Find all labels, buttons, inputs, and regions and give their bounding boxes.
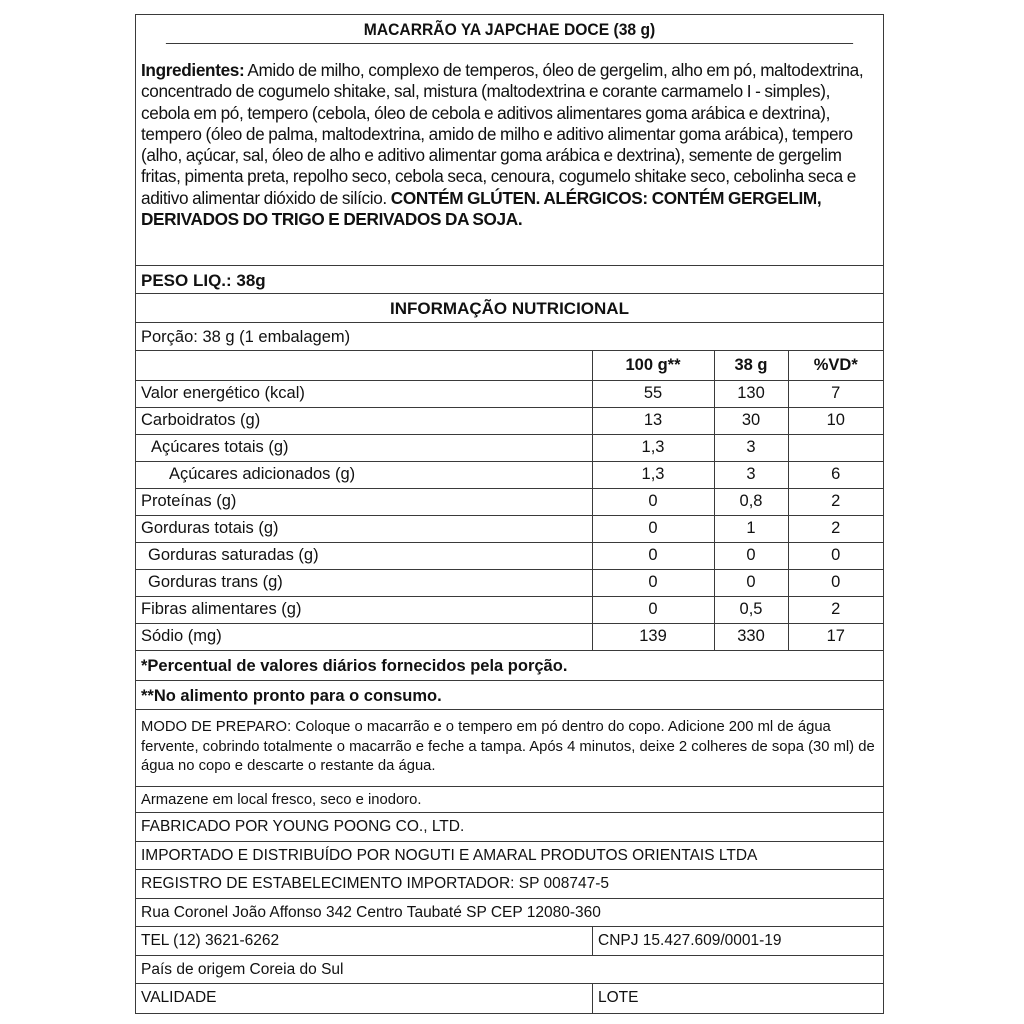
value-per-100g: 0 <box>592 596 714 623</box>
ingredients-section <box>136 44 883 266</box>
portion-size: Porção: 38 g (1 embalagem) <box>136 323 883 351</box>
preparation-instructions: MODO DE PREPARO: Coloque o macarrão e o tempero em pó dentro do copo. Adicione 200 ml de água fervente, cobrindo totalmente o macarrão e feche a tampa. Após 4 minutos, deixe 2 colheres de sopa (30 ml) de água no copo e descarte o restante da água. <box>136 710 883 787</box>
value-per-100g: 1,3 <box>592 434 714 461</box>
value-per-100g: 13 <box>592 407 714 434</box>
nutrition-row <box>136 434 883 461</box>
value-per-portion: 30 <box>714 407 788 434</box>
value-daily-percent: 0 <box>788 542 883 569</box>
nutrition-label <box>135 14 884 1014</box>
validity-lot-row <box>136 984 883 1013</box>
value-per-100g: 0 <box>592 569 714 596</box>
product-title: MACARRÃO YA JAPCHAE DOCE (38 g) <box>166 15 853 44</box>
address: Rua Coronel João Affonso 342 Centro Taubaté SP CEP 12080-360 <box>136 899 883 928</box>
value-daily-percent: 2 <box>788 596 883 623</box>
nutrition-row <box>136 407 883 434</box>
header-per-portion: 38 g <box>714 351 788 380</box>
nutrition-row <box>136 515 883 542</box>
value-per-100g: 0 <box>592 542 714 569</box>
value-per-portion: 0,8 <box>714 488 788 515</box>
value-per-portion: 3 <box>714 434 788 461</box>
nutrient-name: Gorduras totais (g) <box>136 515 592 542</box>
value-per-100g: 0 <box>592 515 714 542</box>
nutrient-name: Sódio (mg) <box>136 623 592 650</box>
value-per-100g: 55 <box>592 380 714 407</box>
table-header-row <box>136 351 883 380</box>
lot-label: LOTE <box>598 989 639 1006</box>
value-per-portion: 3 <box>714 461 788 488</box>
value-per-portion: 330 <box>714 623 788 650</box>
nutrition-table <box>136 351 883 650</box>
nutrition-row <box>136 596 883 623</box>
manufacturer: FABRICADO POR YOUNG POONG CO., LTD. <box>136 813 883 842</box>
header-per-100g: 100 g** <box>592 351 714 380</box>
nutrient-name: Gorduras trans (g) <box>136 569 592 596</box>
value-daily-percent: 7 <box>788 380 883 407</box>
nutrition-title: INFORMAÇÃO NUTRICIONAL <box>136 294 883 323</box>
importer: IMPORTADO E DISTRIBUÍDO POR NOGUTI E AMARAL PRODUTOS ORIENTAIS LTDA <box>136 842 883 871</box>
header-daily-value: %VD* <box>788 351 883 380</box>
allergens-warning: CONTÉM GLÚTEN. ALÉRGICOS: CONTÉM GERGELIM, DERIVADOS DO TRIGO E DERIVADOS DA SOJA. <box>141 187 822 230</box>
net-weight: PESO LIQ.: 38g <box>136 266 883 294</box>
value-per-portion: 0 <box>714 569 788 596</box>
nutrient-name: Açúcares totais (g) <box>136 434 592 461</box>
validity-label: VALIDADE <box>136 984 593 1013</box>
nutrition-table-wrapper <box>136 351 883 651</box>
footnote-daily-value: *Percentual de valores diários fornecidos pela porção. <box>136 651 883 681</box>
value-per-100g: 0 <box>592 488 714 515</box>
importer-registration: REGISTRO DE ESTABELECIMENTO IMPORTADOR: SP 008747-5 <box>136 870 883 899</box>
nutrition-row <box>136 380 883 407</box>
value-per-portion: 130 <box>714 380 788 407</box>
cnpj: CNPJ 15.427.609/0001-19 <box>598 932 782 949</box>
country-of-origin: País de origem Coreia do Sul <box>136 956 883 985</box>
value-daily-percent <box>788 434 883 461</box>
value-daily-percent: 2 <box>788 488 883 515</box>
nutrition-row <box>136 569 883 596</box>
header-nutrient <box>136 351 592 380</box>
value-per-100g: 139 <box>592 623 714 650</box>
value-daily-percent: 17 <box>788 623 883 650</box>
footnote-ready-to-eat: **No alimento pronto para o consumo. <box>136 681 883 710</box>
nutrient-name: Fibras alimentares (g) <box>136 596 592 623</box>
value-daily-percent: 2 <box>788 515 883 542</box>
storage-instructions: Armazene em local fresco, seco e inodoro. <box>136 787 883 813</box>
value-per-portion: 0 <box>714 542 788 569</box>
nutrition-row <box>136 461 883 488</box>
value-daily-percent: 6 <box>788 461 883 488</box>
value-per-100g: 1,3 <box>592 461 714 488</box>
value-per-portion: 1 <box>714 515 788 542</box>
nutrition-row <box>136 623 883 650</box>
contact-row <box>136 927 883 956</box>
ingredients-text: Amido de milho, complexo de temperos, óleo de gergelim, alho em pó, maltodextrina, concentrado de cogumelo shitake, sal, mistura (maltodextrina e corante carmamelo I - simples), cebola em pó, tempero (cebola, óleo de cebola e aditivos alimentares goma arábica e dextrina), tempero (óleo de palma, maltodextrina, amido de milho e aditivo alimentar goma arábica), tempero (alho, açúcar, sal, óleo de alho e aditivo alimentar goma arábica e dextrina), semente de gergelim fritas, pimenta preta, repolho seco, cebola seca, cenoura, cogumelo shitake seco, cebolinha seca e aditivo alimentar dióxido de silício. <box>141 60 864 208</box>
nutrient-name: Gorduras saturadas (g) <box>136 542 592 569</box>
nutrient-name: Proteínas (g) <box>136 488 592 515</box>
nutrient-name: Valor energético (kcal) <box>136 380 592 407</box>
phone: TEL (12) 3621-6262 <box>136 927 593 955</box>
nutrition-row <box>136 488 883 515</box>
nutrition-row <box>136 542 883 569</box>
nutrient-name: Carboidratos (g) <box>136 407 592 434</box>
nutrient-name: Açúcares adicionados (g) <box>136 461 592 488</box>
value-per-portion: 0,5 <box>714 596 788 623</box>
value-daily-percent: 0 <box>788 569 883 596</box>
value-daily-percent: 10 <box>788 407 883 434</box>
ingredients-label: Ingredientes: <box>141 60 245 80</box>
